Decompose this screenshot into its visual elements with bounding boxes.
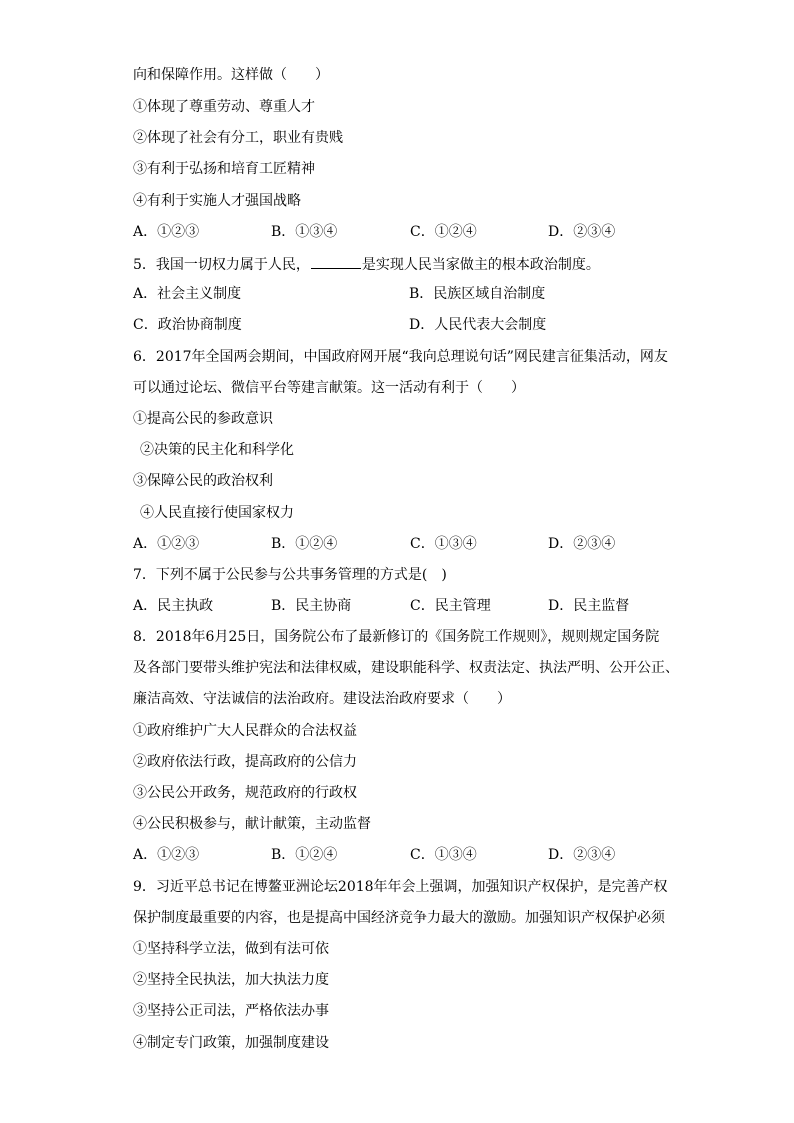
q6-option-c[interactable]: C．①③④ [410,536,477,552]
q6-option-d[interactable]: D．②③④ [548,536,616,552]
q6-option-b[interactable]: B．①②④ [271,536,338,552]
q5-stem [133,254,600,274]
q8-item-1: ①政府维护广大人民群众的合法权益 [133,723,357,739]
q9-item-3: ③坚持公正司法，严格依法办事 [133,1003,329,1019]
q5-stem-part-b: 是实现人民当家做主的根本政治制度。 [361,257,600,273]
q6-item-4: ④人民直接行使国家权力 [140,505,294,521]
q7-stem: 7．下列不属于公民参与公共事务管理的方式是( ) [133,567,447,583]
q5-option-d[interactable]: D．人民代表大会制度 [409,317,547,333]
q8-option-c[interactable]: C．①③④ [410,847,477,863]
q4-item-4: ④有利于实施人才强国战略 [133,193,301,209]
q8-item-2: ②政府依法行政，提高政府的公信力 [133,754,357,770]
q6-item-3: ③保障公民的政治权利 [133,473,273,489]
q8-option-b[interactable]: B．①②④ [271,847,338,863]
q5-answer-blank [311,254,361,269]
q4-stem-end: 向和保障作用。这样做（ ） [133,67,329,83]
q5-option-b[interactable]: B．民族区域自治制度 [409,286,546,302]
q5-option-a[interactable]: A．社会主义制度 [133,286,242,302]
q9-item-2: ②坚持全民执法，加大执法力度 [133,972,329,988]
q4-item-2: ②体现了社会有分工，职业有贵贱 [133,130,343,146]
q4-option-d[interactable]: D．②③④ [548,224,616,240]
q9-item-1: ①坚持科学立法，做到有法可依 [133,941,329,957]
q9-item-4: ④制定专门政策，加强制度建设 [133,1035,329,1051]
q4-option-b[interactable]: B．①③④ [271,224,338,240]
q4-option-a[interactable]: A．①②③ [133,224,200,240]
q7-option-a[interactable]: A．民主执政 [133,598,214,614]
q8-item-4: ④公民积极参与，献计献策，主动监督 [133,816,371,832]
q8-stem-line-1: 8．2018年6月25日，国务院公布了最新修订的《国务院工作规则》，规则规定国务院 [133,629,660,645]
q6-stem-line-2: 可以通过论坛、微信平台等建言献策。这一活动有利于（ ） [133,380,525,396]
q8-stem-line-3: 廉洁高效、守法诚信的法治政府。建设法治政府要求（ ） [133,691,511,707]
q8-stem-line-2: 及各部门要带头维护宪法和法律权威，建设职能科学、权责法定、执法严明、公开公正、 [133,660,679,676]
q6-item-1: ①提高公民的参政意识 [133,411,273,427]
q8-option-d[interactable]: D．②③④ [548,847,616,863]
q7-option-b[interactable]: B．民主协商 [271,598,352,614]
q6-item-2: ②决策的民主化和科学化 [140,442,294,458]
q7-option-d[interactable]: D．民主监督 [548,598,630,614]
q4-option-c[interactable]: C．①②④ [410,224,477,240]
q8-item-3: ③公民公开政务，规范政府的行政权 [133,785,357,801]
q6-option-a[interactable]: A．①②③ [133,536,200,552]
q5-stem-part-a: 5．我国一切权力属于人民， [133,257,310,273]
q5-option-c[interactable]: C．政治协商制度 [133,317,242,333]
q6-stem-line-1: 6．2017年全国两会期间，中国政府网开展“我向总理说句话”网民建言征集活动，网友 [133,349,668,365]
q7-option-c[interactable]: C．民主管理 [410,598,491,614]
q9-stem-line-2: 保护制度最重要的内容，也是提高中国经济竞争力最大的激励。加强知识产权保护必须 [133,910,665,926]
q4-item-3: ③有利于弘扬和培育工匠精神 [133,161,315,177]
q8-option-a[interactable]: A．①②③ [133,847,200,863]
q4-item-1: ①体现了尊重劳动、尊重人才 [133,99,315,115]
q9-stem-line-1: 9．习近平总书记在博鳌亚洲论坛2018年年会上强调，加强知识产权保护，是完善产权 [133,879,668,895]
